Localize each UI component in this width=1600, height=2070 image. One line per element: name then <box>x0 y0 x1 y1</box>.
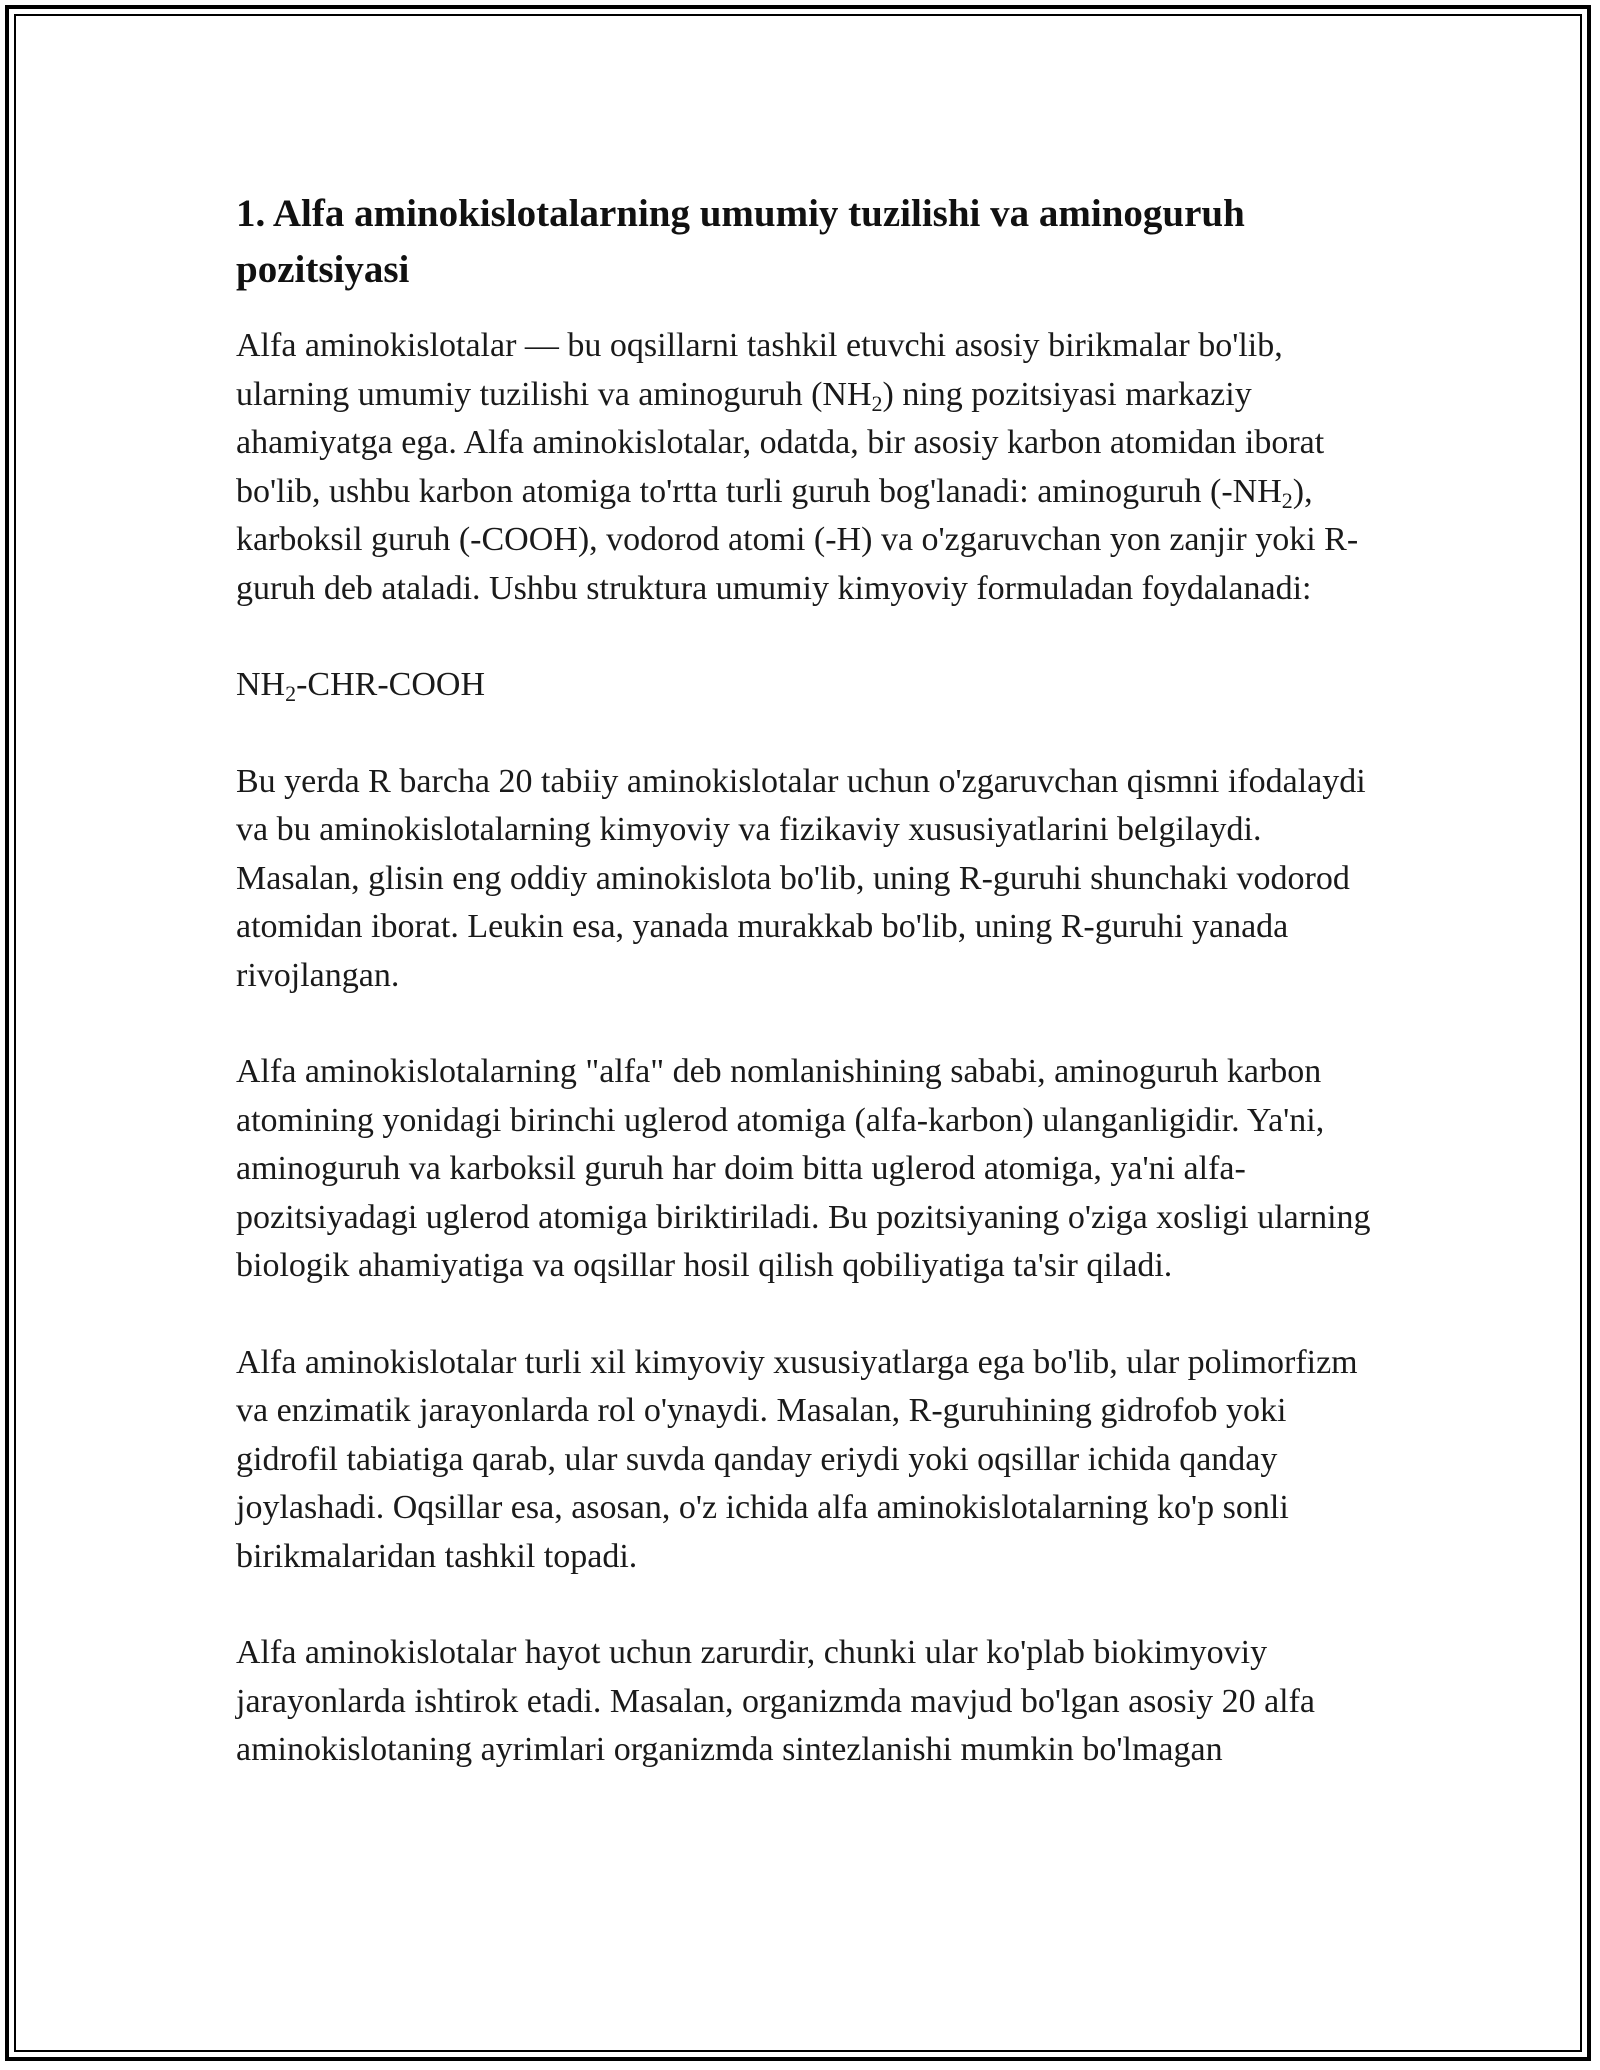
subscript-2: 2 <box>285 681 297 706</box>
formula-part-a: NH <box>236 666 286 703</box>
paragraph-structure-part-b: ) ning pozitsiyasi markaziy ahamiyatga ega. Alfa aminokislotalar, odatda, bir asosiy karbon atomidan iborat bo'lib, ushbu karbon atomiga to'rtta turli guruh bog'lanadi: aminoguruh (-NH <box>236 375 1325 510</box>
section-heading: 1. Alfa aminokislotalarning umumiy tuzilishi va aminoguruh pozitsiyasi <box>236 192 1245 291</box>
formula-part-b: -CHR-COOH <box>296 666 486 703</box>
subscript-2: 2 <box>1281 487 1293 513</box>
paragraph-structure-part-a: Alfa aminokislotalar — bu oqsillarni tashkil etuvchi asosiy birikmalar bo'lib, ularning umumiy tuzilishi va aminoguruh (NH <box>236 327 1283 413</box>
paragraph-alfa-name: Alfa aminokislotalarning "alfa" deb nomlanishining sababi, aminoguruh karbon atomining yonidagi birinchi uglerod atomiga (alfa-karbon) ulanganligidir. Ya'ni, aminoguruh va karboksil guruh har doim bitta uglerod atomiga, ya'ni alfa-pozitsiyadagi uglerod atomiga biriktiriladi. Bu pozitsiyaning o'ziga xosligi ularning biologik ahamiyatiga va oqsillar hosil qilish qobiliyatiga ta'sir qiladi. <box>236 1053 1371 1284</box>
paragraph-importance: Alfa aminokislotalar hayot uchun zarurdir, chunki ular ko'plab biokimyoviy jarayonlarda ishtirok etadi. Masalan, organizmda mavjud bo'lgan asosiy 20 alfa aminokislotaning ayrimlari organizmda sintezlanishi mumkin bo'lmagan <box>236 1634 1316 1768</box>
subscript-2: 2 <box>871 390 883 416</box>
paragraph-properties: Alfa aminokislotalar turli xil kimyoviy xususiyatlarga ega bo'lib, ular polimorfizm va enzimatik jarayonlarda rol o'ynaydi. Masalan, R-guruhining gidrofob yoki gidrofil tabiatiga qarab, ular suvda qanday eriydi yoki oqsillar ichida qanday joylashadi. Oqsillar esa, asosan, o'z ichida alfa aminokislotalarning ko'p sonli birikmalaridan tashkil topadi. <box>236 1343 1358 1575</box>
paragraph-structure <box>236 322 1386 613</box>
paragraph-structure-part-c: ), karboksil guruh (-COOH), vodorod atomi (-H) va o'zgaruvchan yon zanjir yoki R-guruh deb ataladi. Ushbu struktura umumiy kimyoviy formuladan foydalanadi: <box>236 472 1359 607</box>
general-formula <box>236 661 1386 710</box>
document-body <box>236 186 1386 1823</box>
paragraph-r-group: Bu yerda R barcha 20 tabiiy aminokislotalar uchun o'zgaruvchan qismni ifodalaydi va bu aminokislotalarning kimyoviy va fizikaviy xususiyatlarini belgilaydi. Masalan, glisin eng oddiy aminokislota bo'lib, uning R-guruhi shunchaki vodorod atomidan iborat. Leukin esa, yanada murakkab bo'lib, uning R-guruhi yanada rivojlangan. <box>236 762 1366 994</box>
